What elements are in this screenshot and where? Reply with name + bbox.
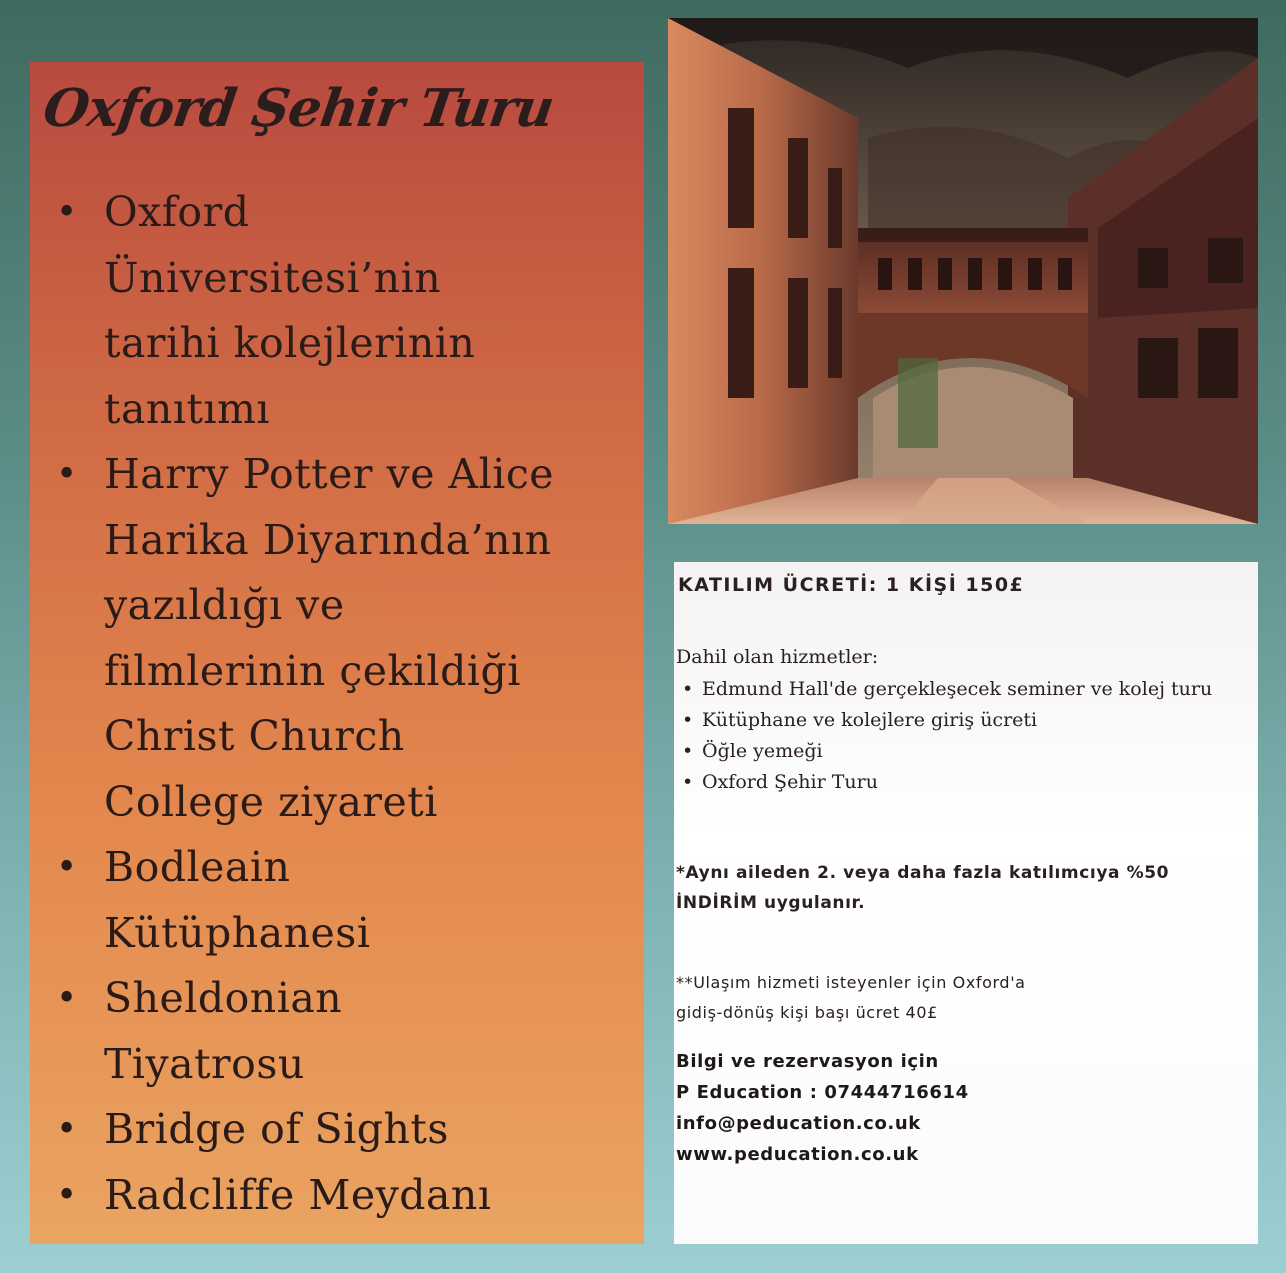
list-item-line: College ziyareti [104, 777, 438, 826]
list-item-line: Sheldonian [104, 974, 343, 1022]
list-item [50, 1163, 644, 1229]
list-item-line: tarihi kolejlerinin [104, 319, 476, 367]
list-item-line: Harika Diyarında’nın [104, 515, 552, 564]
bullet-icon: • [56, 1109, 78, 1150]
list-item [680, 705, 1220, 736]
list-item-line: tanıtımı [104, 384, 271, 433]
list-item-line: Radcliffe Meydanı [104, 1170, 492, 1219]
contact-heading: Bilgi ve rezervasyon için [676, 1051, 939, 1072]
services-heading: Dahil olan hizmetler: [676, 646, 879, 668]
service-label: Edmund Hall'de gerçekleşecek seminer ve kolej turu [702, 678, 1213, 700]
services-list [680, 674, 1220, 798]
transport-note-line: gidiş-dönüş kişi başı ücret 40£ [676, 1003, 938, 1022]
list-item-line: Christ Church [104, 712, 405, 760]
tour-highlights-list [50, 180, 644, 1228]
list-item-line: Bridge of Sights [104, 1105, 449, 1153]
list-item [50, 835, 644, 966]
bullet-icon: • [682, 709, 694, 731]
bullet-icon: • [682, 740, 694, 762]
list-item [50, 180, 644, 442]
service-label: Oxford Şehir Turu [702, 771, 878, 793]
bullet-icon: • [56, 1174, 78, 1216]
bridge-of-sighs-photo [668, 18, 1258, 524]
contact-phone: P Education : 07444716614 [676, 1082, 969, 1103]
list-item-line: Tiyatrosu [104, 1039, 305, 1088]
bullet-icon: • [56, 978, 78, 1019]
list-item [680, 767, 1220, 798]
tour-title: Oxford Şehir Turu [39, 78, 558, 139]
contact-website: www.peducation.co.uk [676, 1144, 919, 1165]
contact-email: info@peducation.co.uk [676, 1113, 921, 1134]
list-item-line: Oxford [104, 188, 250, 236]
service-label: Öğle yemeği [702, 740, 823, 762]
discount-note-line: İNDİRİM uygulanır. [676, 893, 866, 913]
list-item [50, 442, 644, 835]
bullet-icon: • [56, 847, 78, 888]
list-item-line: Kütüphanesi [104, 908, 371, 957]
list-item-line: Harry Potter ve Alice [104, 450, 555, 498]
list-item-line: yazıldığı ve [104, 581, 345, 629]
tour-highlights-panel [30, 62, 644, 1244]
transport-note [676, 968, 1256, 1028]
bridge-photo-illustration [668, 18, 1258, 524]
list-item-line: Bodleain [104, 843, 291, 891]
list-item [50, 1097, 644, 1163]
list-item [680, 674, 1220, 705]
bullet-icon: • [682, 771, 694, 793]
participation-fee: KATILIM ÜCRETİ: 1 KİŞİ 150£ [678, 574, 1025, 596]
transport-note-line: **Ulaşım hizmeti isteyenler için Oxford'a [676, 973, 1026, 992]
list-item [680, 736, 1220, 767]
bullet-icon: • [56, 454, 78, 495]
info-card [674, 562, 1258, 1244]
contact-info [676, 1046, 969, 1170]
list-item [50, 966, 644, 1097]
discount-note-line: *Aynı aileden 2. veya daha fazla katılımcıya %50 [676, 863, 1170, 883]
list-item-line: filmlerinin çekildiği [104, 646, 521, 695]
bullet-icon: • [56, 192, 78, 233]
service-label: Kütüphane ve kolejlere giriş ücreti [702, 709, 1038, 731]
discount-note [676, 858, 1256, 918]
bullet-icon: • [682, 678, 694, 700]
list-item-line: Üniversitesi’nin [104, 253, 442, 302]
